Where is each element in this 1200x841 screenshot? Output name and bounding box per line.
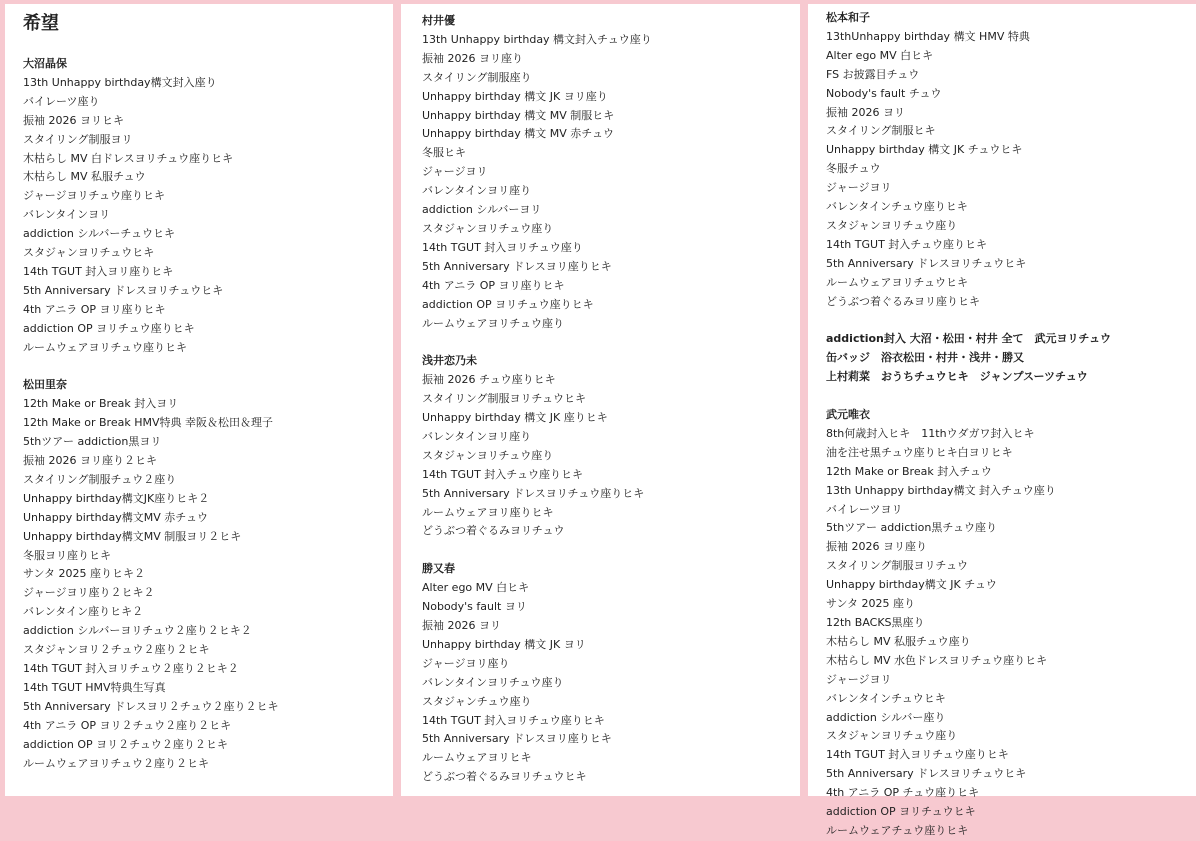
list-item: Unhappy birthday構文MV 制服ヨリ２ヒキ bbox=[23, 529, 242, 543]
list-item: Unhappy birthday構文 JK チュウ bbox=[826, 578, 997, 592]
list-item: ジャージヨリ bbox=[826, 672, 892, 686]
list-item: FS お披露目チュウ bbox=[826, 67, 920, 81]
list-item: スタジャンヨリ２チュウ２座り２ヒキ bbox=[23, 643, 210, 657]
list-item: 4th アニラ OP チュウ座りヒキ bbox=[826, 786, 980, 800]
member-name: 大沼晶保 bbox=[23, 57, 67, 70]
list-item: スタイリング制服座り bbox=[422, 70, 532, 84]
list-item: 5th Anniversary ドレスヨリチュウヒキ bbox=[826, 767, 1027, 781]
list-item: Unhappy birthday 構文 JK 座りヒキ bbox=[422, 411, 608, 425]
list-item: 8th何歳封入ヒキ 11thウダガワ封入ヒキ bbox=[826, 426, 1035, 440]
list-item: バレンタインチュウヒキ bbox=[826, 691, 946, 705]
list-item: 12th Make or Break 封入チュウ bbox=[826, 464, 992, 478]
section-matsuda bbox=[23, 376, 393, 773]
list-item: 振袖 2026 ヨリヒキ bbox=[23, 113, 124, 127]
list-item: addiction OP ヨリチュウ座りヒキ bbox=[23, 321, 195, 335]
list-item: ルームウェアヨリヒキ bbox=[422, 751, 532, 765]
list-item: addiction シルバーチュウヒキ bbox=[23, 227, 176, 241]
list-item: Unhappy birthday 構文 JK チュウヒキ bbox=[826, 143, 1023, 157]
list-item: 冬服ヨリ座りヒキ bbox=[23, 548, 111, 562]
list-item: 12th Make or Break 封入ヨリ bbox=[23, 397, 179, 411]
list-item: 12th BACKS黒座り bbox=[826, 615, 925, 629]
list-item: 5thツアー addiction黒ヨリ bbox=[23, 435, 162, 449]
list-item: Nobody's fault チュウ bbox=[826, 86, 942, 100]
list-item: ジャージヨリ座り bbox=[422, 656, 510, 670]
list-item: 14th TGUT 封入ヨリ座りヒキ bbox=[23, 264, 174, 278]
list-item: バレンタインヨリチュウ座り bbox=[422, 675, 564, 689]
list-item: 14th TGUT 封入チュウ座りヒキ bbox=[826, 237, 987, 251]
misc-note: 上村莉菜 おうちチュウヒキ ジャンプスーツチュウ bbox=[826, 370, 1088, 384]
list-item: スタジャンヨリチュウ座り bbox=[422, 221, 554, 235]
section-misc bbox=[826, 330, 1196, 387]
list-item: 木枯らし MV 白ドレスヨリチュウ座りヒキ bbox=[23, 151, 234, 165]
list-item: Alter ego MV 白ヒキ bbox=[422, 581, 530, 595]
list-item: Unhappy birthday 構文 JK ヨリ座り bbox=[422, 89, 608, 103]
list-item: 13thUnhappy birthday 構文 HMV 特典 bbox=[826, 29, 1030, 43]
list-item: addiction シルバーヨリ bbox=[422, 203, 542, 217]
member-name: 松田里奈 bbox=[23, 378, 67, 392]
member-name: 松本和子 bbox=[826, 11, 870, 24]
list-item: Unhappy birthday 構文 JK ヨリ bbox=[422, 637, 586, 651]
list-item: ルームウェアチュウ座りヒキ bbox=[826, 823, 969, 837]
member-name: 村井優 bbox=[422, 14, 455, 27]
list-item: addiction シルバーヨリチュウ２座り２ヒキ２ bbox=[23, 624, 252, 638]
list-item: スタジャンヨリチュウ座り bbox=[826, 218, 958, 232]
list-item: 冬服ヒキ bbox=[422, 146, 466, 160]
list-item: どうぶつ着ぐるみヨリチュウ bbox=[422, 524, 565, 538]
list-item: スタイリング制服ヨリ bbox=[23, 132, 133, 146]
list-item: 5thツアー addiction黒チュウ座り bbox=[826, 521, 997, 535]
list-item: スタジャンヨリチュウ座り bbox=[422, 448, 554, 462]
list-item: 14th TGUT 封入ヨリチュウ座りヒキ bbox=[422, 713, 605, 727]
column-2 bbox=[401, 4, 800, 796]
list-item: バレンタインヨリ座り bbox=[422, 429, 532, 443]
list-item: 5th Anniversary ドレスヨリチュウヒキ bbox=[826, 256, 1027, 270]
list-item: 4th アニラ OP ヨリ座りヒキ bbox=[422, 278, 565, 292]
list-item: スタイリング制服チュウ２座り bbox=[23, 472, 177, 486]
list-item: ルームウェアヨリチュウ２座り２ヒキ bbox=[23, 756, 210, 770]
list-item: バレンタインヨリ bbox=[23, 208, 111, 222]
list-item: 5th Anniversary ドレスヨリ座りヒキ bbox=[422, 259, 612, 273]
list-item: 振袖 2026 ヨリ bbox=[826, 105, 905, 119]
list-item: Unhappy birthday構文JK座りヒキ２ bbox=[23, 491, 210, 505]
list-item: 13th Unhappy birthday構文封入座り bbox=[23, 75, 217, 89]
list-item: スタイリング制服ヨリチュウ bbox=[826, 559, 969, 573]
list-item: どうぶつ着ぐるみヨリチュウヒキ bbox=[422, 770, 587, 784]
list-item: 13th Unhappy birthday 構文封入チュウ座り bbox=[422, 32, 652, 46]
list-item: 振袖 2026 ヨリ bbox=[422, 618, 501, 632]
section-katsumata bbox=[422, 560, 800, 787]
list-item: バイレーツ座り bbox=[23, 94, 100, 108]
list-item: 4th アニラ OP ヨリ２チュウ２座り２ヒキ bbox=[23, 718, 232, 732]
list-item: スタジャンヨリチュウヒキ bbox=[23, 246, 155, 260]
page-title: 希望 bbox=[23, 13, 59, 34]
list-item: 振袖 2026 ヨリ座り bbox=[422, 51, 523, 65]
list-item: addiction OP ヨリ２チュウ２座り２ヒキ bbox=[23, 737, 228, 751]
list-item: バイレーツヨリ bbox=[826, 502, 903, 516]
list-item: Nobody's fault ヨリ bbox=[422, 600, 527, 614]
list-item: 木枯らし MV 私服チュウ座り bbox=[826, 634, 971, 648]
list-item: Unhappy birthday構文MV 赤チュウ bbox=[23, 510, 208, 524]
list-item: 14th TGUT HMV特典生写真 bbox=[23, 680, 166, 694]
list-item: 油を注せ黒チュウ座りヒキ白ヨリヒキ bbox=[826, 445, 1013, 459]
member-name: 武元唯衣 bbox=[826, 408, 870, 421]
list-item: 木枯らし MV 私服チュウ bbox=[23, 170, 146, 184]
list-item: スタイリング制服ヒキ bbox=[826, 124, 936, 138]
list-item: 振袖 2026 ヨリ座り２ヒキ bbox=[23, 454, 157, 468]
list-item: 12th Make or Break HMV特典 幸阪＆松田＆理子 bbox=[23, 416, 273, 430]
list-item: 振袖 2026 チュウ座りヒキ bbox=[422, 373, 556, 387]
list-item: バレンタインヨリ座り bbox=[422, 184, 532, 198]
list-item: 14th TGUT 封入チュウ座りヒキ bbox=[422, 467, 583, 481]
section-takemoto bbox=[826, 406, 1196, 841]
list-item: スタイリング制服ヨリチュウヒキ bbox=[422, 392, 587, 406]
list-item: 14th TGUT 封入ヨリチュウ座り bbox=[422, 240, 583, 254]
list-item: 5th Anniversary ドレスヨリチュウヒキ bbox=[23, 283, 224, 297]
list-item: 5th Anniversary ドレスヨリ座りヒキ bbox=[422, 732, 612, 746]
list-item: 振袖 2026 ヨリ座り bbox=[826, 540, 927, 554]
list-item: サンタ 2025 座りヒキ２ bbox=[23, 567, 145, 581]
list-item: バレンタインチュウ座りヒキ bbox=[826, 200, 968, 214]
list-item: ルームウェアヨリチュウ座りヒキ bbox=[23, 340, 188, 354]
list-item: 4th アニラ OP ヨリ座りヒキ bbox=[23, 302, 166, 316]
section-asai bbox=[422, 352, 800, 541]
list-item: Unhappy birthday 構文 MV 制服ヒキ bbox=[422, 108, 615, 122]
list-item: スタジャンチュウ座り bbox=[422, 694, 532, 708]
list-item: ルームウェアヨリチュウ座り bbox=[422, 316, 565, 330]
column-1 bbox=[5, 4, 393, 796]
list-item: ジャージヨリチュウ座りヒキ bbox=[23, 189, 166, 203]
list-item: スタジャンヨリチュウ座り bbox=[826, 729, 958, 743]
list-item: addiction シルバー座り bbox=[826, 710, 946, 724]
list-item: 14th TGUT 封入ヨリチュウ座りヒキ bbox=[826, 748, 1009, 762]
list-item: サンタ 2025 座り bbox=[826, 597, 915, 611]
misc-note: addiction封入 大沼・松田・村井 全て 武元ヨリチュウ bbox=[826, 332, 1111, 346]
list-item: 14th TGUT 封入ヨリチュウ２座り２ヒキ２ bbox=[23, 661, 239, 675]
list-item: ルームウェアヨリチュウヒキ bbox=[826, 275, 969, 289]
column-3 bbox=[808, 4, 1196, 837]
list-item: Alter ego MV 白ヒキ bbox=[826, 48, 934, 62]
list-item: 5th Anniversary ドレスヨリチュウ座りヒキ bbox=[422, 486, 645, 500]
list-item: バレンタイン座りヒキ２ bbox=[23, 605, 144, 619]
misc-note: 缶バッジ 浴衣松田・村井・浅井・勝又 bbox=[826, 351, 1024, 365]
list-item: Unhappy birthday 構文 MV 赤チュウ bbox=[422, 127, 614, 141]
section-onuma bbox=[23, 55, 393, 358]
section-murai bbox=[422, 12, 800, 333]
list-item: どうぶつ着ぐるみヨリ座りヒキ bbox=[826, 294, 980, 308]
list-item: ジャージヨリ bbox=[826, 181, 892, 195]
list-item: ジャージヨリ座り２ヒキ２ bbox=[23, 586, 155, 600]
list-item: ジャージヨリ bbox=[422, 165, 488, 179]
section-matsumoto bbox=[826, 9, 1196, 312]
list-item: addiction OP ヨリチュウ座りヒキ bbox=[422, 297, 594, 311]
list-item: 5th Anniversary ドレスヨリ２チュウ２座り２ヒキ bbox=[23, 699, 279, 713]
list-item: 木枯らし MV 水色ドレスヨリチュウ座りヒキ bbox=[826, 653, 1048, 667]
member-name: 浅井恋乃未 bbox=[422, 354, 477, 368]
list-item: addiction OP ヨリチュウヒキ bbox=[826, 805, 976, 819]
list-item: 13th Unhappy birthday構文 封入チュウ座り bbox=[826, 483, 1056, 497]
member-name: 勝又春 bbox=[422, 562, 455, 576]
list-item: 冬服チュウ bbox=[826, 162, 881, 176]
list-item: ルームウェアヨリ座りヒキ bbox=[422, 505, 554, 519]
